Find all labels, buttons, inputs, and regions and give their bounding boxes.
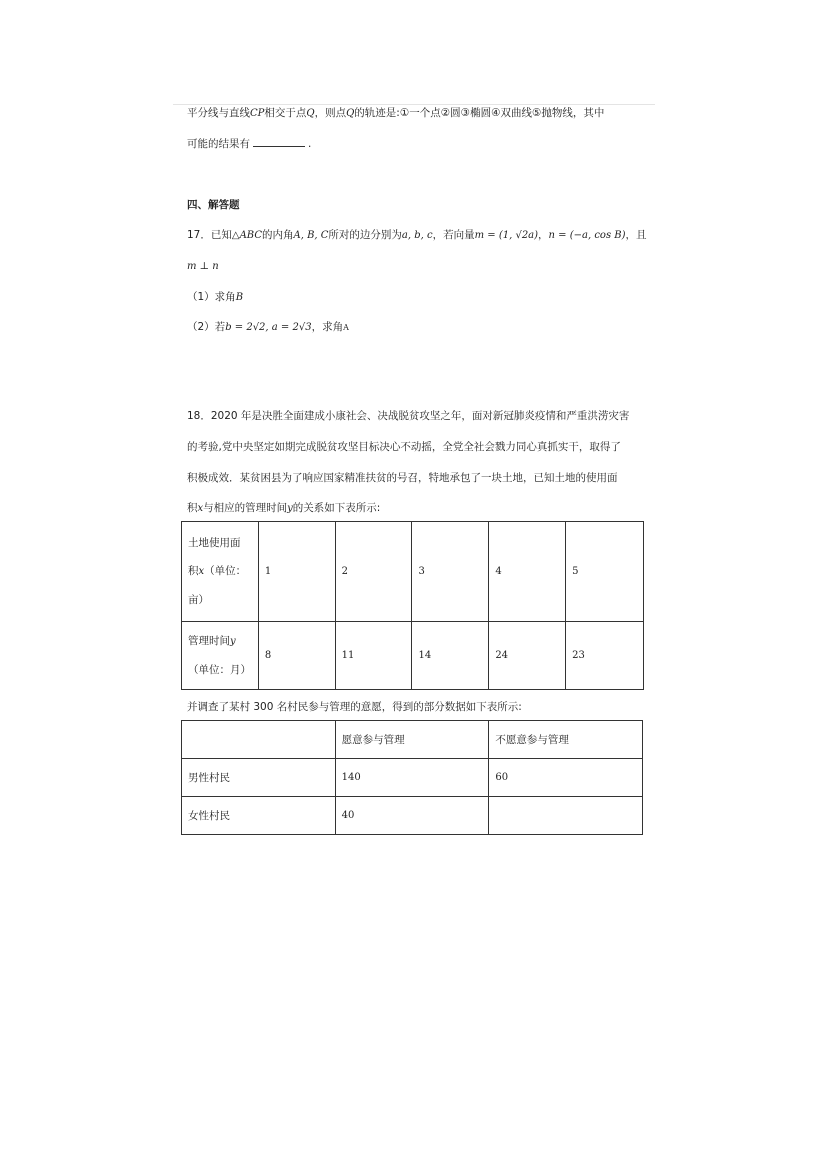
q17-math: a, b, c <box>401 230 433 241</box>
table-cell-y: 11 <box>335 622 412 690</box>
cell-willing: 40 <box>335 797 489 835</box>
q17-math: A, B, C <box>293 230 329 241</box>
table-header-row <box>182 721 643 759</box>
cell-text: 管理时间 <box>188 635 230 647</box>
q16-text: . <box>308 138 312 150</box>
q17-part1-var: B <box>235 292 244 303</box>
q17-part-1 <box>187 290 243 305</box>
table-row <box>182 522 644 622</box>
header-unwilling: 不愿意参与管理 <box>489 721 643 759</box>
q16-line-1 <box>187 106 604 121</box>
cell-math: y <box>230 636 236 647</box>
section-title: 四、解答题 <box>187 199 240 211</box>
answer-blank <box>253 136 305 147</box>
table-cell-x: 4 <box>489 522 566 622</box>
q17-part-2 <box>187 320 349 335</box>
cell-text <box>188 557 258 586</box>
row-header-time <box>182 622 259 690</box>
q16-math-q: Q <box>306 108 315 119</box>
table-cell-y: 24 <box>489 622 566 690</box>
page-top-rule <box>173 104 655 105</box>
table-row <box>182 759 643 797</box>
q17-math: △ABC <box>231 230 262 241</box>
q17-vector-n: n = (−a, cos B) <box>548 230 626 241</box>
header-willing: 愿意参与管理 <box>335 721 489 759</box>
q18-math-x: x <box>197 503 204 514</box>
q17-perp <box>187 259 219 274</box>
q18-line-2: 的考验,党中央坚定如期完成脱贫攻坚目标决心不动摇，全党全社会戮力同心真抓实干，取得了 <box>187 441 621 453</box>
q18-survey-text: 并调查了某村 300 名村民参与管理的意愿，得到的部分数据如下表所示: <box>187 701 522 713</box>
q16-text: 平分线与直线 <box>187 107 250 119</box>
q16-line-2 <box>187 136 311 151</box>
cell-text <box>188 627 258 656</box>
table-cell-y: 8 <box>258 622 335 690</box>
q16-math-q: Q <box>346 108 355 119</box>
cell-willing: 140 <box>335 759 489 797</box>
q17-text: 的内角 <box>261 229 294 241</box>
cell-text: （单位：月） <box>188 664 251 676</box>
q17-perp-expr: m ⊥ n <box>187 261 219 272</box>
row-label: 男性村民 <box>182 759 336 797</box>
q18-text: 积 <box>187 502 198 514</box>
table-row <box>182 622 644 690</box>
q17-text: ， <box>538 229 549 241</box>
row-header-area <box>182 522 259 622</box>
table-cell-x: 2 <box>335 522 412 622</box>
q16-text: 相交于点 <box>264 107 307 119</box>
table-cell-y: 14 <box>412 622 489 690</box>
survey-table <box>181 720 643 835</box>
q18-line-4 <box>187 501 380 516</box>
cell-unwilling: 60 <box>489 759 643 797</box>
cell-unwilling <box>489 797 643 835</box>
row-label: 女性村民 <box>182 797 336 835</box>
table-cell-x: 1 <box>258 522 335 622</box>
q18-text: 与相应的管理时间 <box>203 502 288 514</box>
header-empty <box>182 721 336 759</box>
cell-text: （单位： <box>204 565 247 577</box>
q18-text: 的关系如下表所示: <box>292 502 381 514</box>
q17-text: 17．已知 <box>187 229 232 241</box>
q16-text: ，则点 <box>314 107 347 119</box>
table-cell-x: 5 <box>566 522 644 622</box>
q16-text: 的轨迹是:①一个点②圆③椭圆④双曲线⑤抛物线，其中 <box>354 107 605 119</box>
q17-vector-m: m = (1, √2a) <box>474 230 539 241</box>
q18-line-1: 18．2020 年是决胜全面建成小康社会、决战脱贫攻坚之年，面对新冠肺炎疫情和严重洪涝灾害 <box>187 410 630 422</box>
q16-math-cp: CP <box>250 108 265 119</box>
table-cell-y: 23 <box>566 622 644 690</box>
cell-text: 积 <box>188 565 199 577</box>
q17-part2-var: A <box>343 323 349 332</box>
q17-part2-expr: b = 2√2, a = 2√3 <box>225 322 312 333</box>
area-time-table <box>181 521 644 690</box>
cell-text: 亩） <box>188 594 209 606</box>
q17-text: 所对的边分别为 <box>328 229 402 241</box>
cell-math: x <box>198 566 205 577</box>
q18-math-y: y <box>287 503 293 514</box>
q17-part2-label: （2）若 <box>187 321 226 333</box>
q17-text: ，且 <box>625 229 647 241</box>
q17-text: ，若向量 <box>432 229 475 241</box>
cell-text: 土地使用面 <box>188 537 241 549</box>
table-cell-x: 3 <box>412 522 489 622</box>
q18-line-3: 积极成效．某贫困县为了响应国家精准扶贫的号召，特地承包了一块土地，已知土地的使用面 <box>187 472 618 484</box>
q17-part2-text: ，求角 <box>311 321 344 333</box>
q17-stem <box>187 228 647 243</box>
q17-part1-label: （1）求角 <box>187 291 236 303</box>
table-row <box>182 797 643 835</box>
q16-text: 可能的结果有 <box>187 138 250 150</box>
